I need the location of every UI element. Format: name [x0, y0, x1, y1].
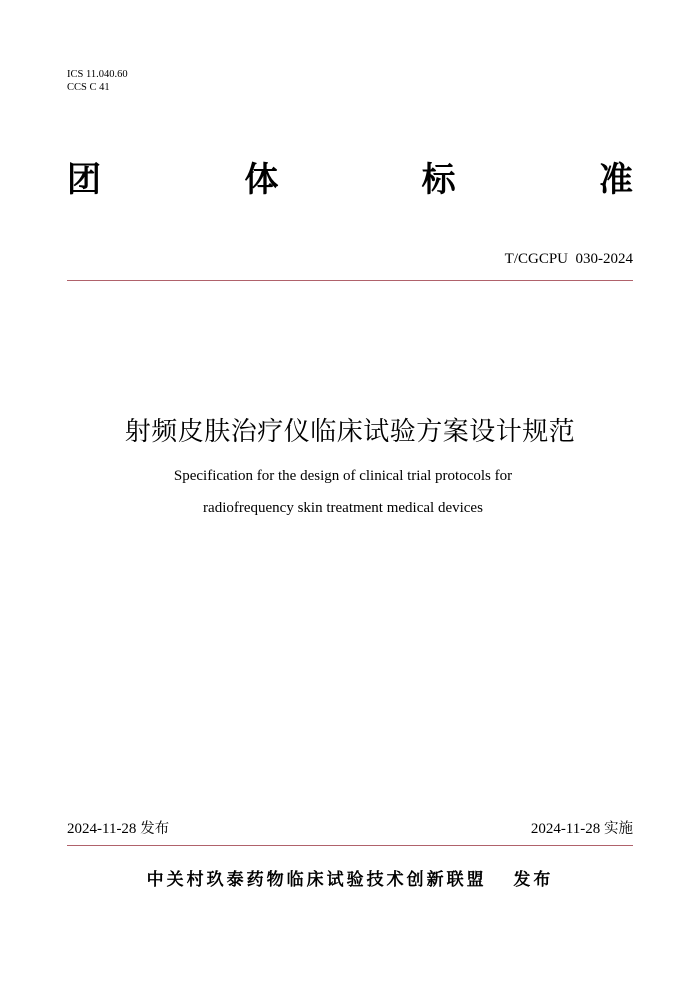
top-divider [67, 280, 633, 281]
classification-codes [67, 68, 128, 94]
issue-date-label: 发布 [140, 821, 170, 837]
ics-code: ICS 11.040.60 [67, 69, 128, 80]
standard-type-char: 体 [244, 160, 279, 200]
standard-type-char: 标 [421, 160, 456, 200]
publisher-line [0, 868, 700, 892]
implementation-date-label: 实施 [604, 821, 633, 837]
issue-date [67, 820, 169, 838]
standard-type-heading [67, 158, 633, 202]
standard-number: T/CGCPU 030-2024 [504, 251, 633, 267]
standard-type-char: 团 [67, 160, 101, 200]
chinese-title: 射频皮肤治疗仪临床试验方案设计规范 [124, 417, 576, 447]
publisher-action: 发布 [513, 870, 554, 890]
implementation-date [531, 820, 633, 838]
bottom-divider [67, 845, 633, 846]
implementation-date-value: 2024-11-28 [530, 821, 601, 837]
ccs-code: CCS C 41 [67, 82, 110, 93]
english-title-line-1: Specification for the design of clinical trial protocols for [173, 468, 513, 484]
standard-type-char: 准 [598, 160, 633, 200]
issue-date-value: 2024-11-28 [67, 821, 137, 837]
english-title-line-2: radiofrequency skin treatment medical devices [203, 500, 483, 516]
publisher-name: 中关村玖泰药物临床试验技术创新联盟 [146, 870, 487, 890]
